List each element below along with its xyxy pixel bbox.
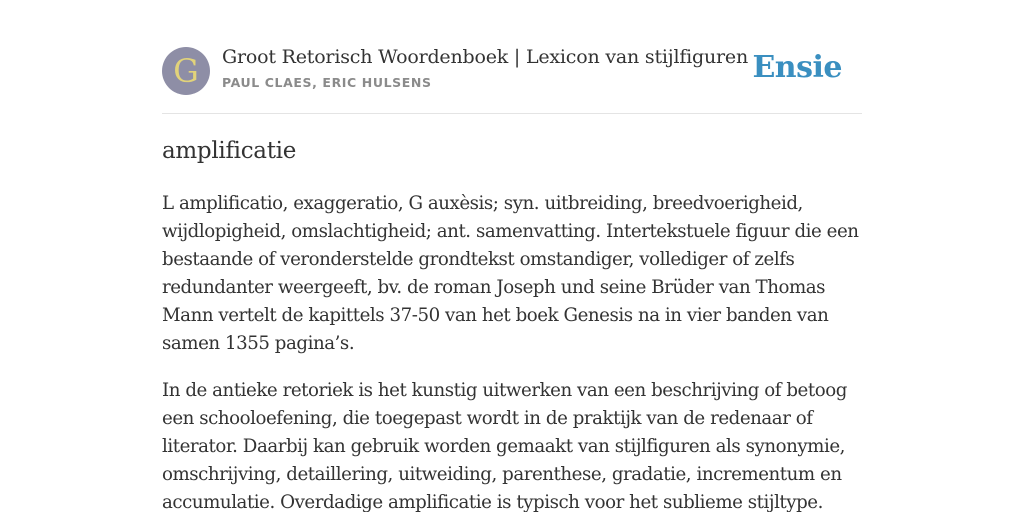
- book-header: [162, 0, 862, 114]
- book-authors: PAUL CLAES, ERIC HULSENS: [222, 75, 432, 90]
- ensie-logo[interactable]: Ensie: [752, 50, 842, 85]
- entry-paragraph: L amplificatio, exaggeratio, G auxèsis; syn. uitbreiding, breedvoerigheid, wijdlopigheid, omslachtigheid; ant. samenvatting. Intertekstuele figuur die een bestaande of veronderstelde grondtekst omstandiger, vollediger of zelfs redundanter weergeeft, bv. de roman Joseph und seine Brüder van Thomas Mann vertelt de kapittels 37-50 van het boek Genesis na in vier banden van samen 1355 pagina’s.: [162, 193, 859, 354]
- book-avatar[interactable]: G: [162, 47, 210, 95]
- page-container: [162, 0, 862, 512]
- book-title[interactable]: Groot Retorisch Woordenboek | Lexicon van stijlfiguren: [222, 46, 748, 68]
- entry-paragraph: In de antieke retoriek is het kunstig uitwerken van een beschrijving of betoog een schooloefening, die toegepast wordt in de praktijk van de redenaar of literator. Daarbij kan gebruik worden gemaakt van stijlfiguren als synonymie, omschrijving, detaillering, uitweiding, parenthese, gradatie, incrementum en accumulatie. Overdadige amplificatie is typisch voor het sublieme stijltype.: [162, 380, 847, 512]
- entry-body: [162, 190, 872, 512]
- entry-title: amplificatie: [162, 138, 297, 164]
